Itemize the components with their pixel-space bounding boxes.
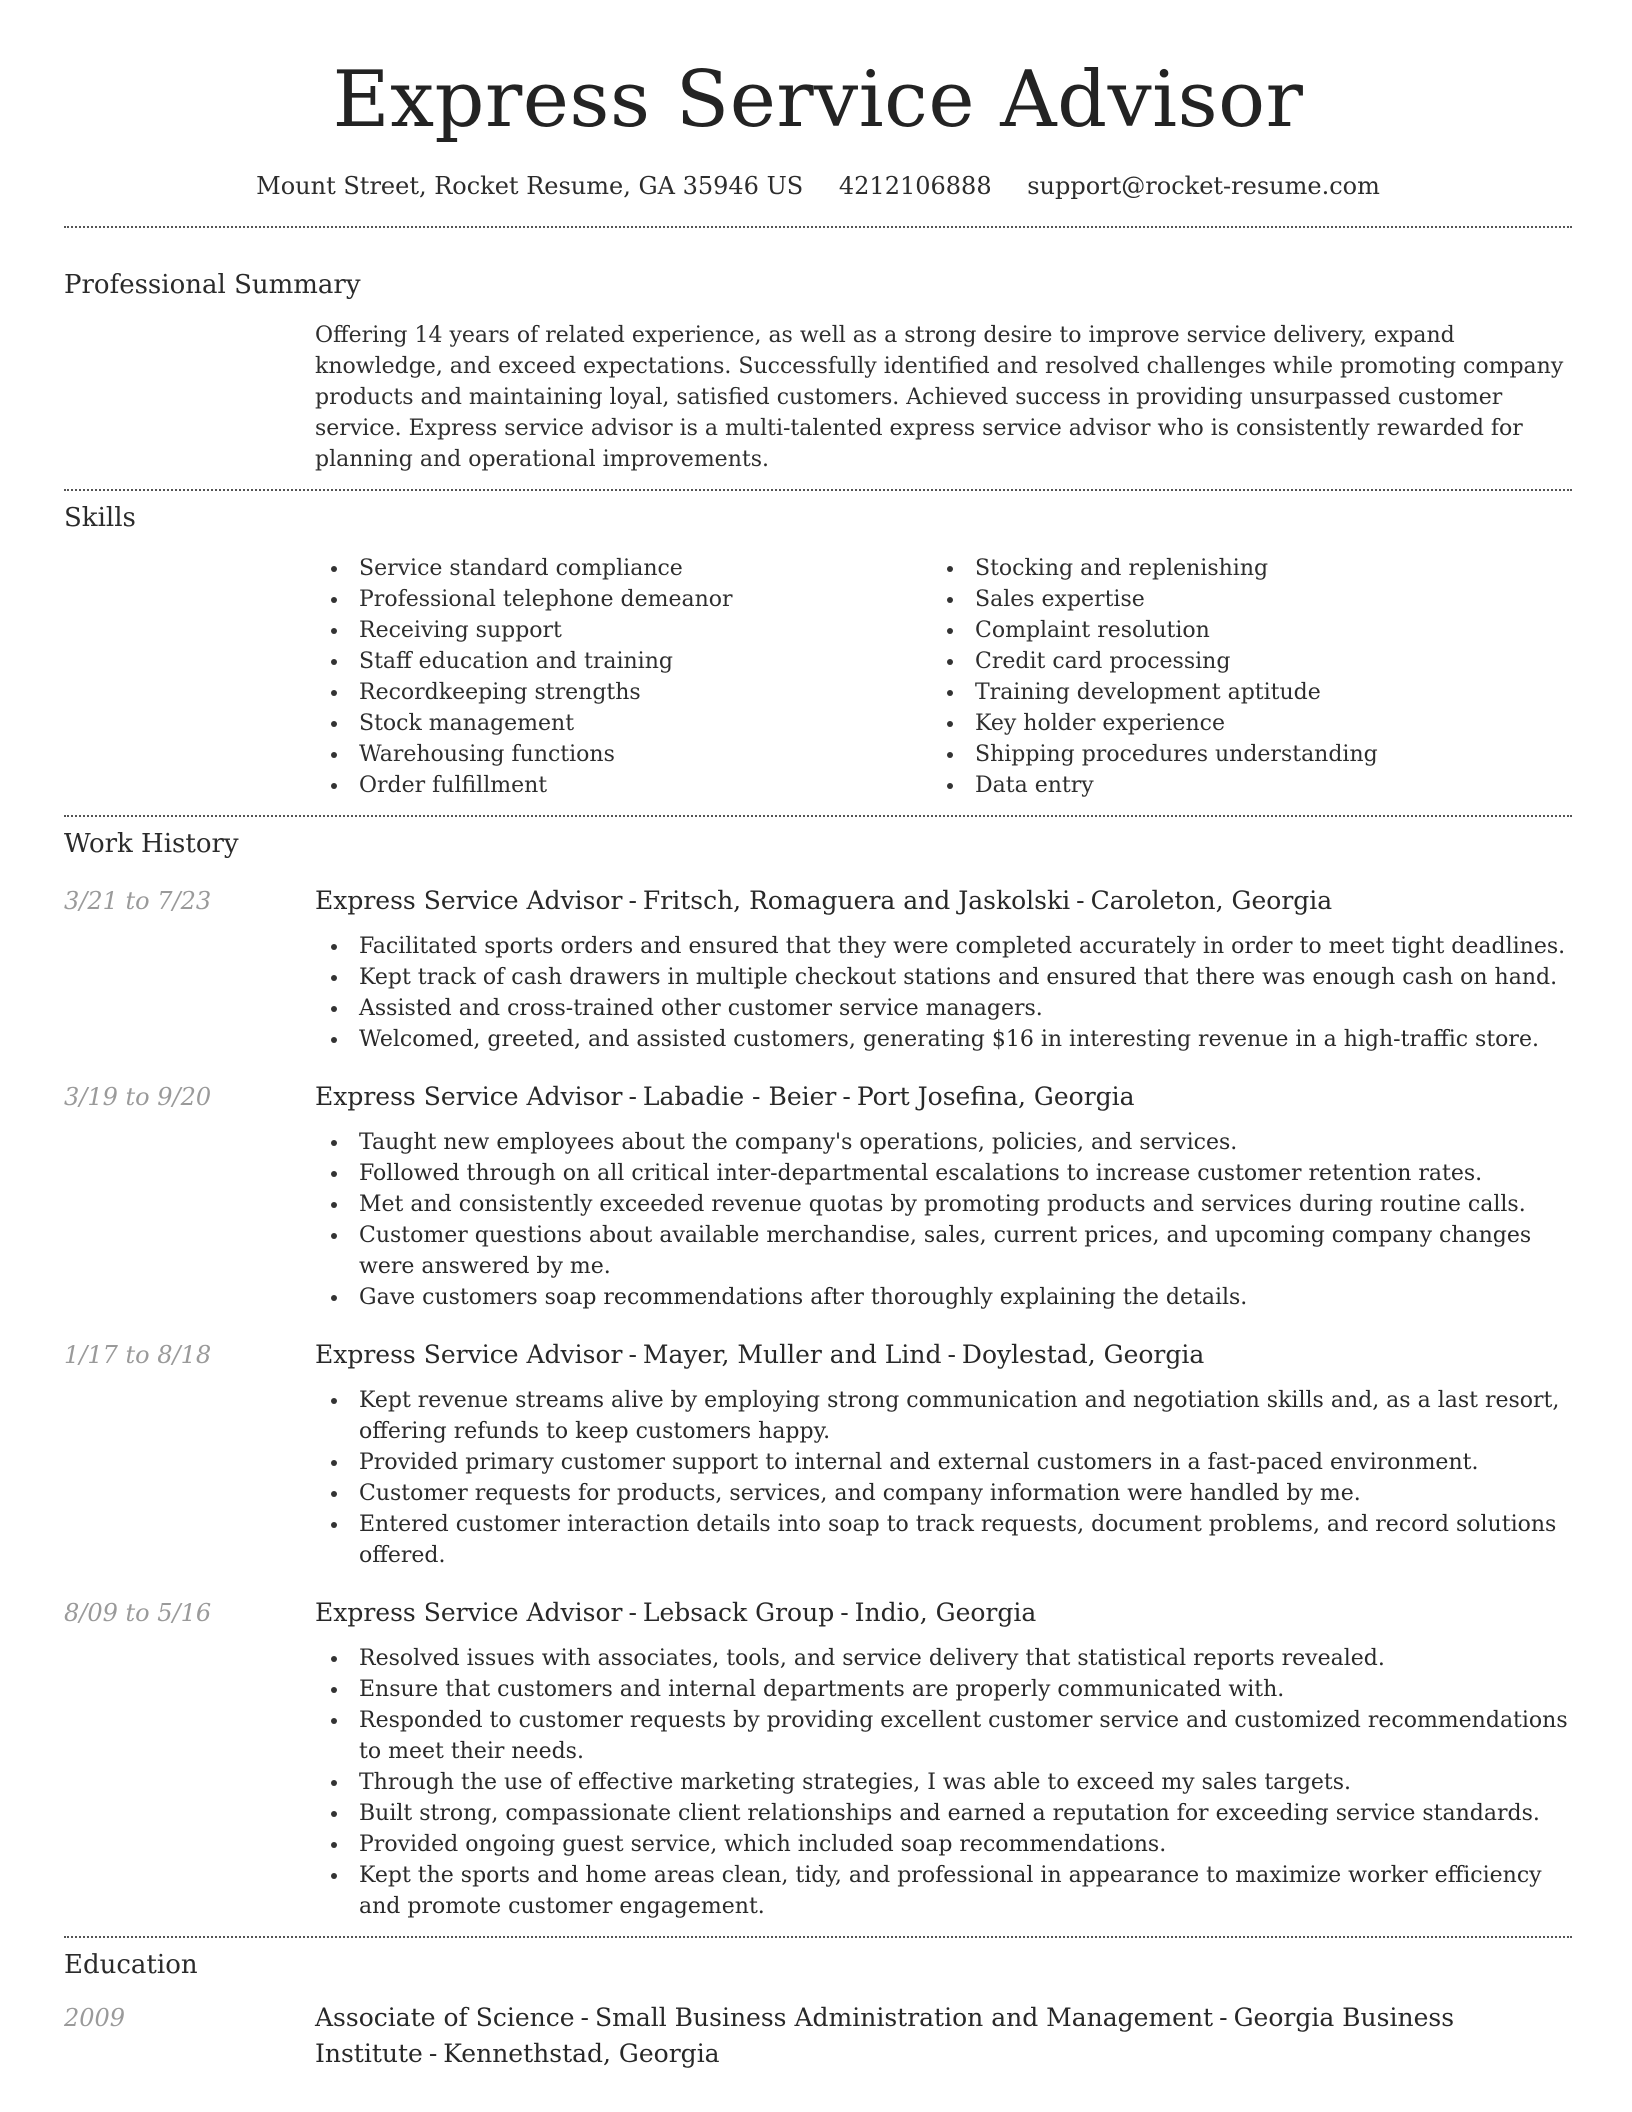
education-heading: Associate of Science - Small Business Administration and Management - Georgia Business Institute - Kennethstad, Georgia bbox=[315, 2003, 1455, 2068]
education-year: 2009 bbox=[64, 2004, 126, 2032]
job-entry bbox=[64, 1337, 1572, 1571]
job-bullet: Through the use of effective marketing strategies, I was able to exceed my sales targets. bbox=[315, 1767, 1572, 1798]
section-divider bbox=[64, 1936, 1572, 1938]
section-title-education: Education bbox=[64, 1950, 198, 1980]
job-company: Mayer, Muller and Lind bbox=[642, 1340, 942, 1369]
skill-item: Credit card processing bbox=[931, 646, 1547, 677]
job-entry bbox=[64, 1595, 1572, 1922]
job-bullet: Assisted and cross-trained other customer service managers. bbox=[315, 993, 1572, 1024]
education-field: Small Business Administration and Management bbox=[594, 2003, 1214, 2032]
candidate-name: Express Service Advisor bbox=[332, 55, 1304, 145]
skill-item: Data entry bbox=[931, 770, 1547, 801]
job-dates: 3/21 to 7/23 bbox=[64, 887, 212, 915]
skill-item: Professional telephone demeanor bbox=[315, 584, 931, 615]
job-bullets bbox=[315, 1127, 1572, 1313]
job-dates: 1/17 to 8/18 bbox=[64, 1341, 212, 1369]
work-history-section bbox=[64, 827, 1572, 1922]
section-divider bbox=[64, 815, 1572, 817]
resume-header bbox=[64, 0, 1572, 202]
education-entry bbox=[64, 2000, 1572, 2072]
skill-item: Training development aptitude bbox=[931, 677, 1547, 708]
skills-grid bbox=[315, 553, 1572, 801]
job-bullet: Built strong, compassionate client relationships and earned a reputation for exceeding service standards. bbox=[315, 1798, 1572, 1829]
job-entry bbox=[64, 1079, 1572, 1313]
skill-item: Warehousing functions bbox=[315, 739, 931, 770]
education-location: Kennethstad, Georgia bbox=[443, 2039, 720, 2068]
job-bullet: Customer requests for products, services, and company information were handled by me. bbox=[315, 1478, 1572, 1509]
job-bullet: Kept revenue streams alive by employing strong communication and negotiation skills and, as a last resort, offering refunds to keep customers happy. bbox=[315, 1385, 1572, 1447]
job-heading: Express Service Advisor - Lebsack Group - Indio, Georgia bbox=[315, 1598, 1037, 1627]
job-heading: Express Service Advisor - Mayer, Muller and Lind - Doylestad, Georgia bbox=[315, 1340, 1205, 1369]
job-role: Express Service Advisor bbox=[315, 1082, 623, 1111]
job-company: Lebsack Group bbox=[642, 1598, 835, 1627]
job-bullet: Provided ongoing guest service, which included soap recommendations. bbox=[315, 1829, 1572, 1860]
education-section bbox=[64, 1948, 1572, 2072]
job-bullet: Met and consistently exceeded revenue quotas by promoting products and services during routine calls. bbox=[315, 1189, 1572, 1220]
resume-page bbox=[64, 0, 1572, 2072]
section-divider bbox=[64, 226, 1572, 228]
address: Mount Street, Rocket Resume, GA 35946 US bbox=[256, 172, 804, 200]
job-bullet: Customer questions about available merchandise, sales, current prices, and upcoming company changes were answered by me. bbox=[315, 1220, 1572, 1282]
job-bullet: Gave customers soap recommendations after thoroughly explaining the details. bbox=[315, 1282, 1572, 1313]
skill-item: Receiving support bbox=[315, 615, 931, 646]
section-title-summary: Professional Summary bbox=[64, 270, 361, 300]
job-dates: 3/19 to 9/20 bbox=[64, 1083, 212, 1111]
job-bullet: Kept track of cash drawers in multiple checkout stations and ensured that there was enough cash on hand. bbox=[315, 962, 1572, 993]
skills-section bbox=[64, 501, 1572, 801]
job-bullet: Entered customer interaction details into soap to track requests, document problems, and record solutions offered. bbox=[315, 1509, 1572, 1571]
job-bullet: Ensure that customers and internal departments are properly communicated with. bbox=[315, 1674, 1572, 1705]
section-title-work: Work History bbox=[64, 829, 239, 859]
job-dates: 8/09 to 5/16 bbox=[64, 1599, 212, 1627]
skill-item: Staff education and training bbox=[315, 646, 931, 677]
summary-text: Offering 14 years of related experience, as well as a strong desire to improve service delivery, expand knowledge, and exceed expectations. Successfully identified and resolved challenges while promoting company products and maintaining loyal, satisfied customers. Achieved success in providing unsurpassed customer service. Express service advisor is a multi-talented express service advisor who is consistently rewarded for planning and operational improvements. bbox=[315, 323, 1564, 472]
job-bullet: Provided primary customer support to internal and external customers in a fast-paced environment. bbox=[315, 1447, 1572, 1478]
job-company: Labadie - Beier bbox=[642, 1082, 837, 1111]
job-bullets bbox=[315, 1385, 1572, 1571]
education-school: Georgia Business Institute bbox=[315, 2003, 1455, 2068]
job-bullet: Followed through on all critical inter-departmental escalations to increase customer retention rates. bbox=[315, 1158, 1572, 1189]
education-degree: Associate of Science bbox=[315, 2003, 575, 2032]
summary-section bbox=[64, 268, 1572, 475]
job-location: Doylestad, Georgia bbox=[961, 1340, 1205, 1369]
job-heading: Express Service Advisor - Fritsch, Romaguera and Jaskolski - Caroleton, Georgia bbox=[315, 886, 1333, 915]
job-role: Express Service Advisor bbox=[315, 1598, 623, 1627]
job-bullet: Taught new employees about the company's operations, policies, and services. bbox=[315, 1127, 1572, 1158]
skills-column-left bbox=[315, 553, 931, 801]
contact-line bbox=[64, 170, 1572, 202]
job-bullet: Facilitated sports orders and ensured that they were completed accurately in order to meet tight deadlines. bbox=[315, 931, 1572, 962]
skill-item: Stock management bbox=[315, 708, 931, 739]
skill-item: Shipping procedures understanding bbox=[931, 739, 1547, 770]
skill-item: Complaint resolution bbox=[931, 615, 1547, 646]
phone: 4212106888 bbox=[838, 172, 992, 200]
skill-item: Service standard compliance bbox=[315, 553, 931, 584]
skill-item: Sales expertise bbox=[931, 584, 1547, 615]
skills-column-right bbox=[931, 553, 1547, 801]
job-location: Caroleton, Georgia bbox=[1090, 886, 1333, 915]
skill-item: Stocking and replenishing bbox=[931, 553, 1547, 584]
skill-item: Recordkeeping strengths bbox=[315, 677, 931, 708]
job-role: Express Service Advisor bbox=[315, 1340, 623, 1369]
job-bullet: Resolved issues with associates, tools, and service delivery that statistical reports revealed. bbox=[315, 1643, 1572, 1674]
job-entry bbox=[64, 883, 1572, 1055]
job-location: Port Josefina, Georgia bbox=[856, 1082, 1135, 1111]
job-bullet: Responded to customer requests by providing excellent customer service and customized recommendations to meet their needs. bbox=[315, 1705, 1572, 1767]
job-bullets bbox=[315, 1643, 1572, 1922]
section-title-skills: Skills bbox=[64, 503, 136, 533]
job-bullet: Kept the sports and home areas clean, tidy, and professional in appearance to maximize worker efficiency and promote customer engagement. bbox=[315, 1860, 1572, 1922]
section-divider bbox=[64, 489, 1572, 491]
job-role: Express Service Advisor bbox=[315, 886, 623, 915]
skill-item: Key holder experience bbox=[931, 708, 1547, 739]
job-bullets bbox=[315, 931, 1572, 1055]
job-location: Indio, Georgia bbox=[854, 1598, 1037, 1627]
job-bullet: Welcomed, greeted, and assisted customers, generating $16 in interesting revenue in a high-traffic store. bbox=[315, 1024, 1572, 1055]
skill-item: Order fulfillment bbox=[315, 770, 931, 801]
email: support@rocket-resume.com bbox=[1027, 172, 1380, 200]
job-heading: Express Service Advisor - Labadie - Beier - Port Josefina, Georgia bbox=[315, 1082, 1135, 1111]
job-company: Fritsch, Romaguera and Jaskolski bbox=[642, 886, 1071, 915]
